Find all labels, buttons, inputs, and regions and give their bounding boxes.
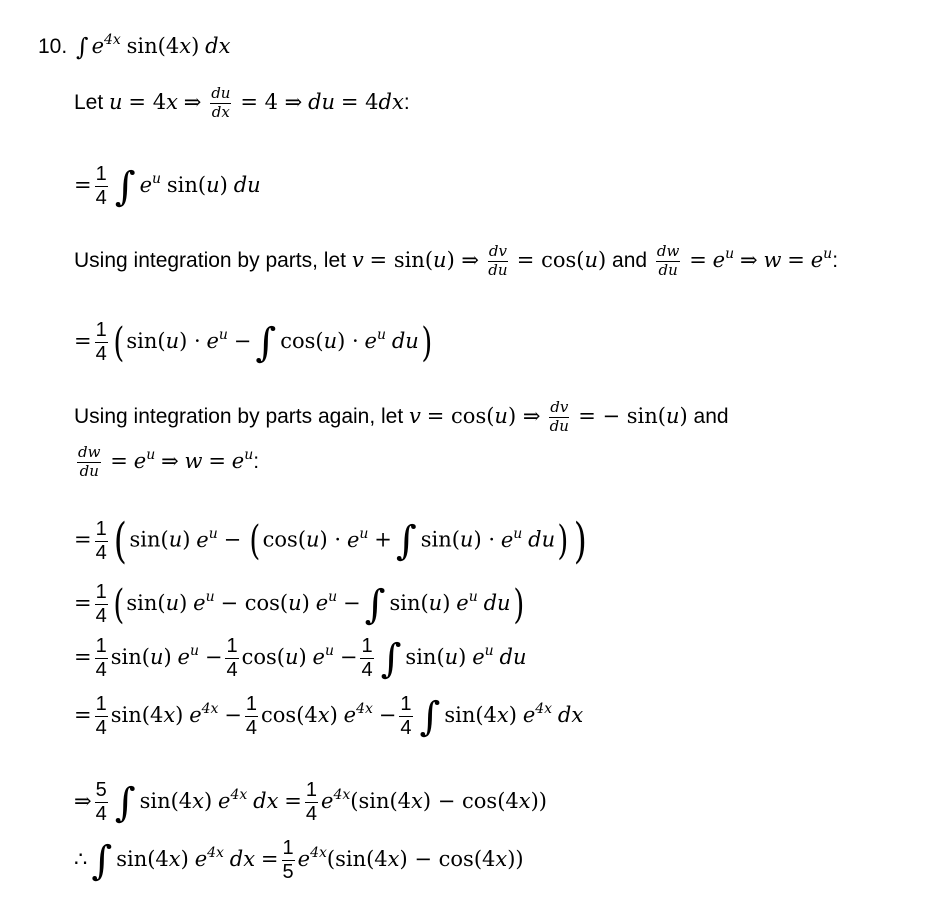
step-4: = $\frac{1}{4}$ ( sin(u) $e^u - \cos(u) e^u$ − ∫ sin(u) $e^u$ du) xyxy=(74,581,524,628)
step-6: = $\frac{1}{4}$ sin(4x) $e^{4x}$ − $\frac{1}{4}$ cos(4x) $e^{4x}$ − $\frac{1}{4}$ ∫ sin(4x) $e^{4x}$ dx xyxy=(74,693,584,740)
parts-line-2: Using integration by parts again, let v = cos(u) ⇒ $\frac{dv}{du}$ = − sin(u) and xyxy=(74,398,729,435)
final-result: ∴ ∫ sin(4x) $e^{4x}$ dx = $\frac{1}{5}$ $e^{4x}(\sin(4x) - \cos(4x))$ xyxy=(74,837,524,884)
and-text: and xyxy=(612,248,648,272)
step-5: = $\frac{1}{4}$ sin(u) $e^u$ − $\frac{1}{4}$ cos(u) $e^u$ − $\frac{1}{4}$ ∫ sin(u) $e^u$ du xyxy=(74,635,527,682)
problem-heading: 10. ∫ $e^{4x}$ sin(4x) dx xyxy=(38,32,231,62)
by-parts-text-1: Using integration by parts, let xyxy=(74,248,346,272)
parts-line-2-cont: $\frac{dw}{du}$ = $e^u$ ⇒ $w = e^u$: xyxy=(78,443,260,480)
by-parts-text-2: Using integration by parts again, let xyxy=(74,404,404,428)
parts-line-1: Using integration by parts, let v = sin(u) ⇒ $\frac{dv}{du}$ = cos(u) and $\frac{dw}{du}$ = $e^u$ ⇒ $w = e^u$: xyxy=(74,242,839,279)
step-3: = $\frac{1}{4}$ ( sin(u) $e^u$ − ( $\cos(u) \cdot e^u$ + ∫ $\sin(u) \cdot e^u$ du) ) xyxy=(74,513,587,569)
step-2: = $\frac{1}{4}$ ( $\sin(u) \cdot e^u$ − ∫ $\cos(u) \cdot e^u$ du) xyxy=(74,319,433,366)
therefore-symbol: ∴ xyxy=(74,848,88,872)
problem-number: 10. xyxy=(38,35,68,58)
substitution-line: Let u = 4x ⇒ $\frac{du}{dx}$ = 4 ⇒ du = 4dx: xyxy=(74,84,410,121)
let-text: Let xyxy=(74,90,104,114)
step-1: = $\frac{1}{4}$ ∫ $e^u$ sin(u) du xyxy=(74,163,261,210)
step-7: ⇒ $\frac{5}{4}$ ∫ sin(4x) $e^{4x}$ dx = $\frac{1}{4}$ $e^{4x}(\sin(4x) - \cos(4x))$ xyxy=(74,779,547,826)
